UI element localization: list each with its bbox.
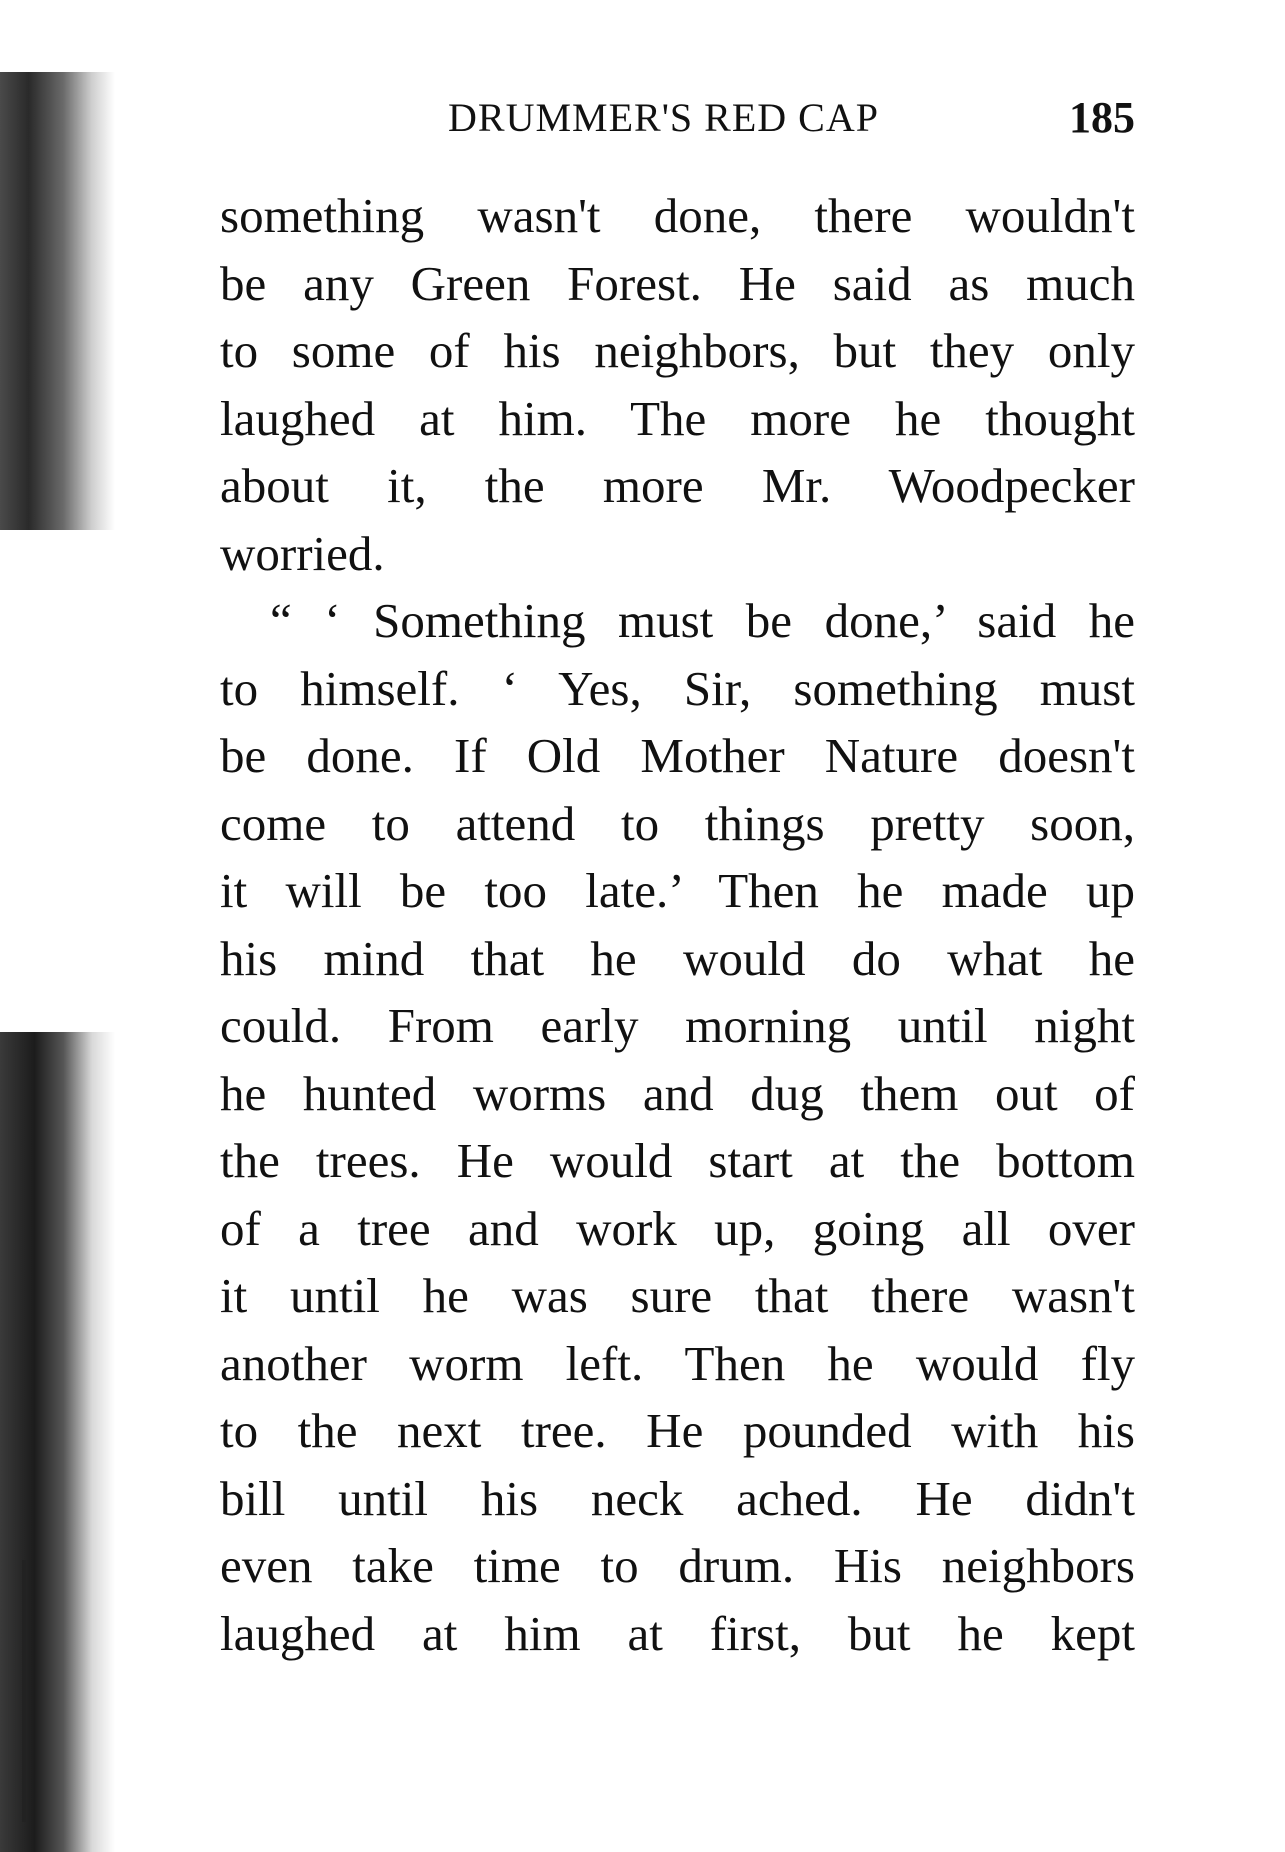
binding-shadow-top [0,72,115,530]
text-line: worried. [220,525,385,581]
text-line: he hunted worms and dug them out of [220,1065,1135,1121]
body-text [220,182,1135,1667]
text-line: to the next tree. He pounded with his [220,1403,1135,1458]
text-line: “ ‘ Something must be done,’ said he [270,593,1135,648]
text-line: even take time to drum. His neighbors [220,1538,1135,1593]
text-line: come to attend to things pretty soon, [220,795,1135,851]
text-line: laughed at him at first, but he kept [220,1605,1135,1661]
text-line: bill until his neck ached. He didn't [220,1470,1135,1526]
text-line: of a tree and work up, going all over [220,1200,1135,1256]
text-line: it until he was sure that there wasn't [220,1268,1135,1323]
text-line: be done. If Old Mother Nature doesn't [220,728,1135,783]
page-edge-line [22,1560,26,1822]
text-line: laughed at him. The more he thought [220,390,1135,446]
binding-shadow-bottom [0,1032,115,1852]
text-line: his mind that he would do what he [220,930,1135,986]
text-line: to some of his neighbors, but they only [220,323,1135,378]
text-line: another worm left. Then he would fly [220,1335,1135,1391]
running-header [220,90,1135,146]
text-line: it will be too late.’ Then he made up [220,863,1135,918]
running-title: DRUMMER'S RED CAP [448,95,879,140]
text-line: be any Green Forest. He said as much [220,255,1135,311]
text-line: about it, the more Mr. Woodpecker [220,458,1135,513]
text-line: could. From early morning until night [220,998,1135,1053]
text-line: to himself. ‘ Yes, Sir, something must [220,660,1135,716]
text-line: the trees. He would start at the bottom [220,1133,1135,1188]
page-number: 185 [1069,93,1135,142]
text-line: something wasn't done, there wouldn't [220,188,1135,243]
